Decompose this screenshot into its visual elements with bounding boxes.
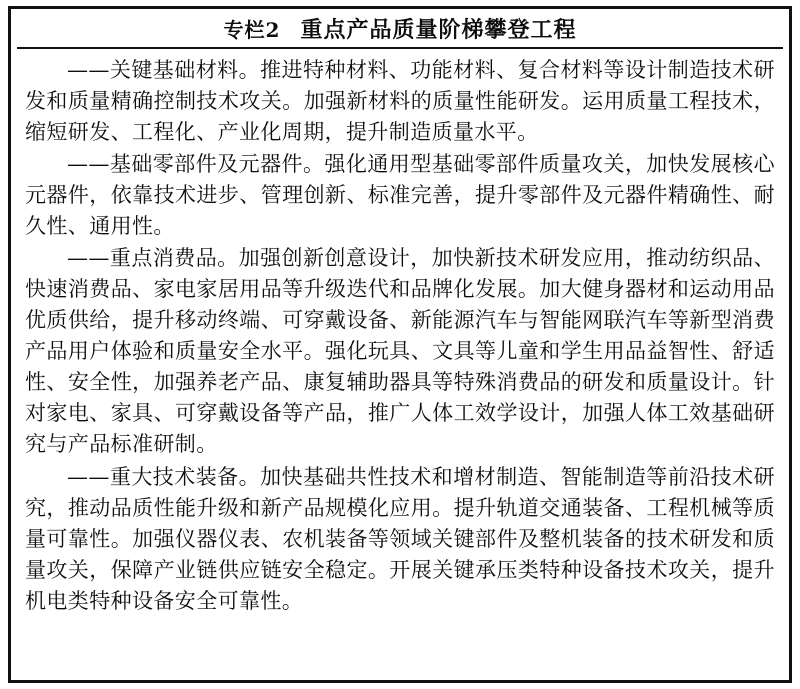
paragraph-basic-components: ——基础零部件及元器件。强化通用型基础零部件质量攻关，加快发展核心元器件，依靠技术进步、管理创新、标准完善，提升零部件及元器件精确性、耐久性、通用性。: [25, 151, 775, 238]
feature-box: [8, 6, 792, 683]
paragraph-key-basic-materials: ——关键基础材料。推进特种材料、功能材料、复合材料等设计制造技术研发和质量精确控制技术攻关。加强新材料的质量性能研发。运用质量工程技术，缩短研发、工程化、产业化周期，提升制造质量水平。: [25, 57, 775, 144]
box-title: [17, 13, 783, 49]
box-title-text: 重点产品质量阶梯攀登工程: [300, 17, 577, 43]
paragraph-key-consumer-goods: ——重点消费品。加强创新创意设计，加快新技术研发应用，推动纺织品、快速消费品、家电家居用品等升级迭代和品牌化发展。加大健身器材和运动用品优质供给，提升移动终端、可穿戴设备、新能源汽车与智能网联汽车等新型消费产品用户体验和质量安全水平。强化玩具、文具等儿童和学生用品益智性、舒适性、安全性，加强养老产品、康复辅助器具等特殊消费品的研发和质量设计。针对家电、家具、可穿戴设备等产品，推广人体工效学设计，加强人体工效基础研究与产品标准研制。: [25, 245, 775, 457]
box-title-label: 专栏2: [223, 18, 281, 42]
feature-box-inner: [10, 8, 790, 681]
paragraph-major-technical-equipment: ——重大技术装备。加快基础共性技术和增材制造、智能制造等前沿技术研究，推动品质性能升级和新产品规模化应用。提升轨道交通装备、工程机械等质量可靠性。加强仪器仪表、农机装备等领域关键部件及整机装备的技术研发和质量攻关，保障产业链供应链安全稳定。开展关键承压类特种设备技术攻关，提升机电类特种设备安全可靠性。: [25, 464, 775, 613]
